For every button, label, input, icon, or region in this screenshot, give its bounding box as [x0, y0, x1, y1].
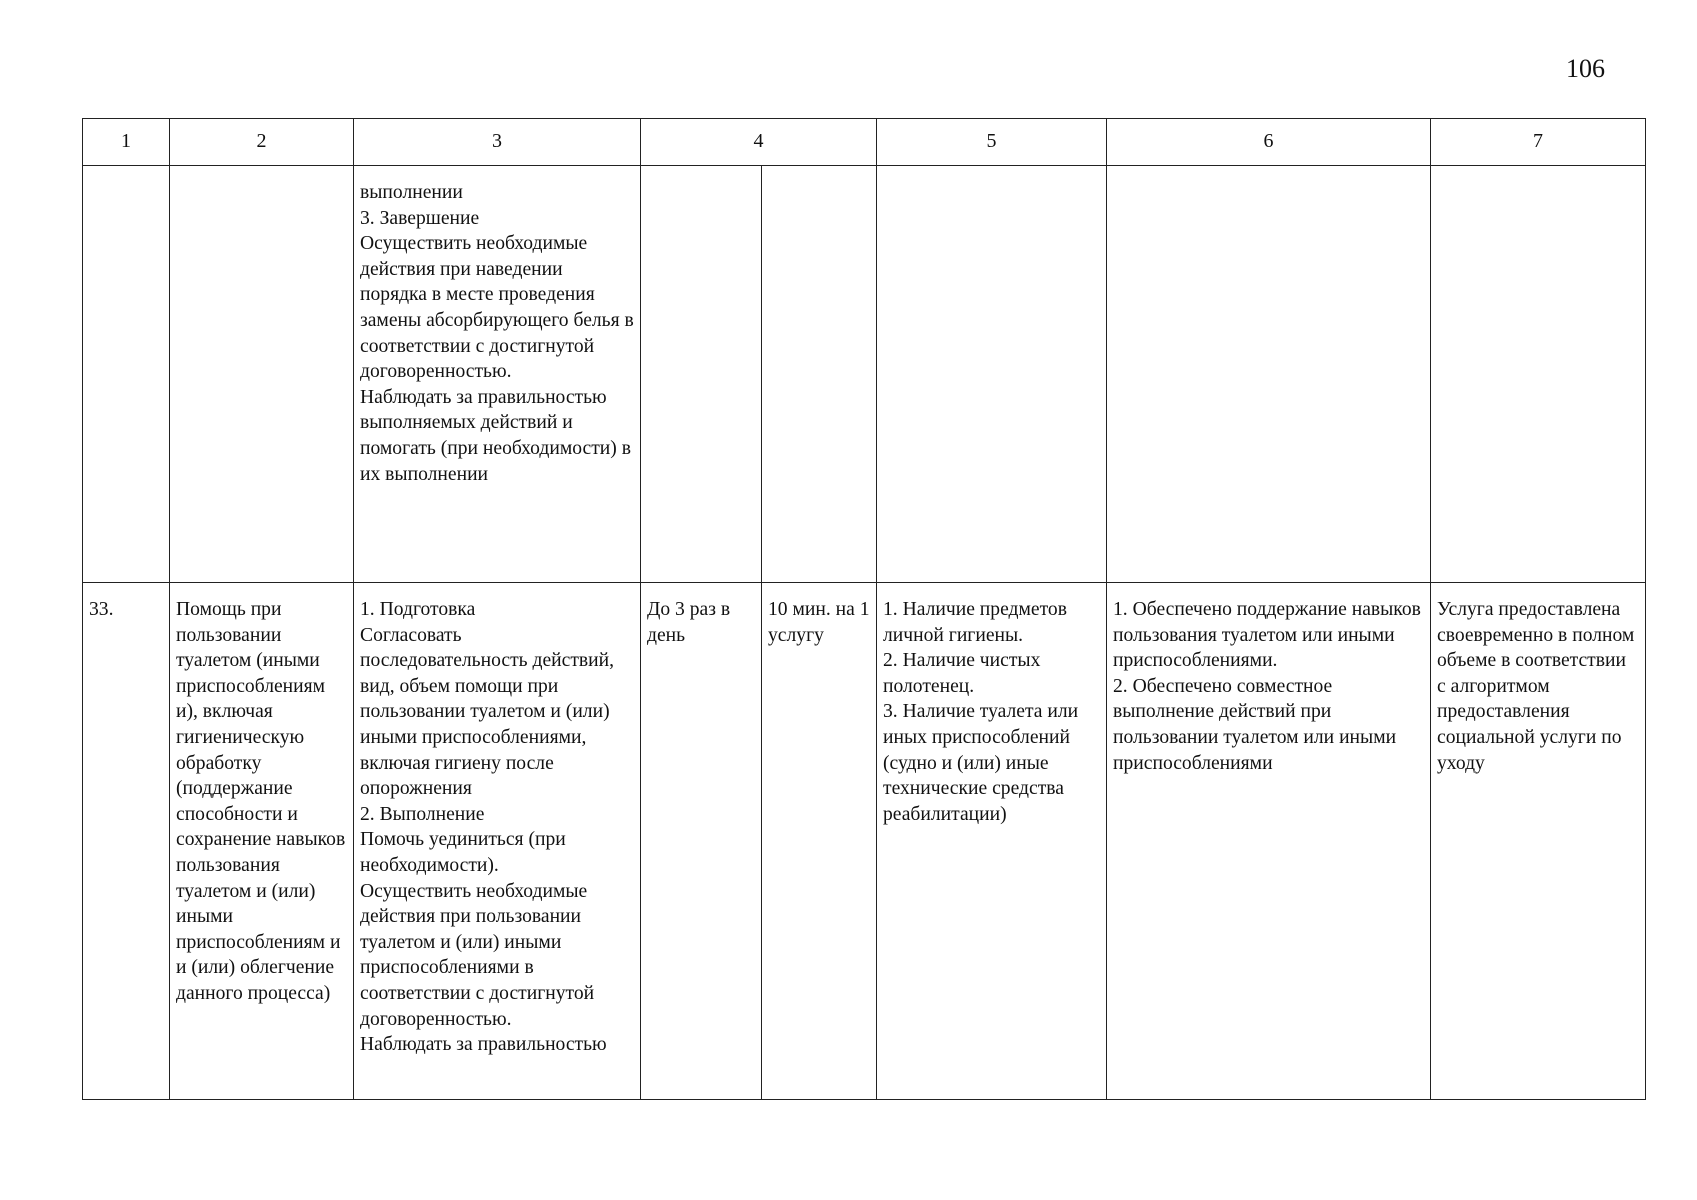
header-cell-1: 1	[83, 119, 170, 166]
header-cell-7: 7	[1431, 119, 1646, 166]
service-description-cell: 1. Подготовка Согласовать последовательность действий, вид, объем помощи при пользовании туалетом и (или) иными приспособлениями, включая гигиену после опорожнения 2. Выполнение Помочь уединиться (при необходимости). Осуществить необходимые действия при пользовании туалетом и (или) иными приспособлениями в соответствии с достигнутой договоренностью. Наблюдать за правильностью	[354, 583, 641, 1100]
header-cell-5: 5	[877, 119, 1107, 166]
duration-cell	[762, 166, 877, 583]
frequency-cell: До 3 раз в день	[641, 583, 762, 1100]
table-header-row	[83, 119, 1646, 166]
header-cell-3: 3	[354, 119, 641, 166]
header-cell-4: 4	[641, 119, 877, 166]
row-number-cell	[83, 166, 170, 583]
conditions-cell	[877, 166, 1107, 583]
results-cell: 1. Обеспечено поддержание навыков пользования туалетом или иными приспособлениями. 2. Обеспечено совместное выполнение действий при пользовании туалетом или иными приспособлениями	[1107, 583, 1431, 1100]
service-name-cell: Помощь при пользовании туалетом (иными приспособлениям и), включая гигиеническую обработку (поддержание способности и сохранение навыков пользования туалетом и (или) иными приспособлениям и и (или) облегчение данного процесса)	[170, 583, 354, 1100]
table-row	[83, 166, 1646, 583]
conditions-cell: 1. Наличие предметов личной гигиены. 2. Наличие чистых полотенец. 3. Наличие туалета или иных приспособлений (судно и (или) иные технические средства реабилитации)	[877, 583, 1107, 1100]
service-name-cell	[170, 166, 354, 583]
duration-cell: 10 мин. на 1 услугу	[762, 583, 877, 1100]
frequency-cell	[641, 166, 762, 583]
page-number: 106	[1566, 54, 1605, 83]
service-description-cell: выполнении 3. Завершение Осуществить необходимые действия при наведении порядка в месте проведения замены абсорбирующего белья в соответствии с достигнутой договоренностью. Наблюдать за правильностью выполняемых действий и помогать (при необходимости) в их выполнении	[354, 166, 641, 583]
table-row	[83, 583, 1646, 1100]
services-table	[82, 118, 1646, 1100]
header-cell-6: 6	[1107, 119, 1431, 166]
row-number-cell: 33.	[83, 583, 170, 1100]
results-cell	[1107, 166, 1431, 583]
evaluation-cell	[1431, 166, 1646, 583]
header-cell-2: 2	[170, 119, 354, 166]
evaluation-cell: Услуга предоставлена своевременно в полном объеме в соответствии с алгоритмом предоставления социальной услуги по уходу	[1431, 583, 1646, 1100]
